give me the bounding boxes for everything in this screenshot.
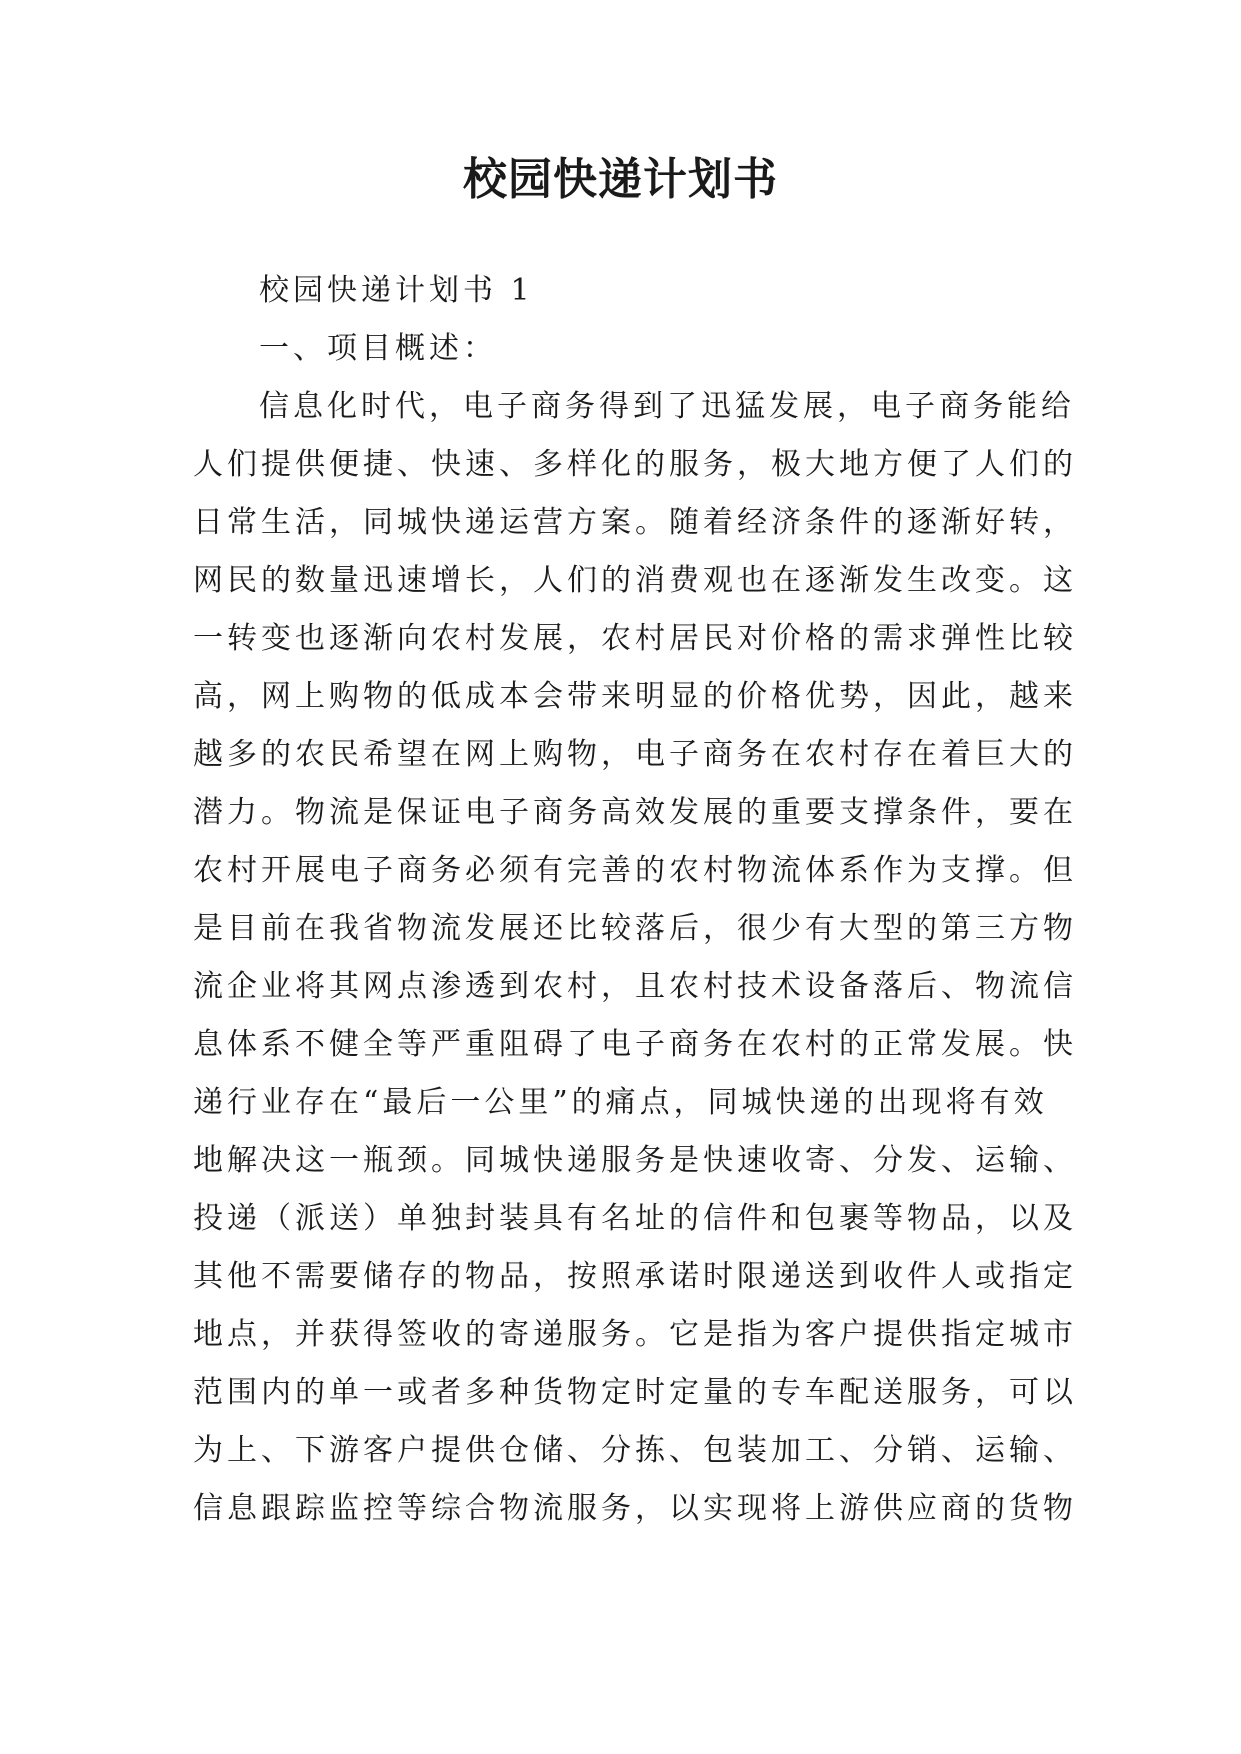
body-line: 网民的数量迅速增长，人们的消费观也在逐渐发生改变。这: [193, 563, 1077, 598]
body-line: 息体系不健全等严重阻碍了电子商务在农村的正常发展。快: [193, 1027, 1077, 1062]
body-line: 日常生活，同城快递运营方案。随着经济条件的逐渐好转，: [193, 505, 1077, 540]
document-body: [193, 262, 1077, 1538]
body-line: 农村开展电子商务必须有完善的农村物流体系作为支撑。但: [193, 853, 1077, 888]
body-line: 为上、下游客户提供仓储、分拣、包装加工、分销、运输、: [193, 1433, 1077, 1468]
body-line: 地解决这一瓶颈。同城快递服务是快速收寄、分发、运输、: [193, 1143, 1077, 1178]
body-line: 是目前在我省物流发展还比较落后，很少有大型的第三方物: [193, 911, 1077, 946]
body-line: 越多的农民希望在网上购物，电子商务在农村存在着巨大的: [193, 737, 1077, 772]
body-line: 地点，并获得签收的寄递服务。它是指为客户提供指定城市: [193, 1317, 1077, 1352]
body-line: 一、项目概述：: [259, 331, 497, 366]
body-line: 人们提供便捷、快速、多样化的服务，极大地方便了人们的: [193, 447, 1077, 482]
body-line: 高，网上购物的低成本会带来明显的价格优势，因此，越来: [193, 679, 1077, 714]
body-line: 一转变也逐渐向农村发展，农村居民对价格的需求弹性比较: [193, 621, 1077, 656]
body-line: 投递（派送）单独封装具有名址的信件和包裹等物品，以及: [193, 1201, 1077, 1236]
body-line: 潜力。物流是保证电子商务高效发展的重要支撑条件，要在: [193, 795, 1077, 830]
body-line: 其他不需要储存的物品，按照承诺时限递送到收件人或指定: [193, 1259, 1077, 1294]
body-line: 信息跟踪监控等综合物流服务，以实现将上游供应商的货物: [193, 1491, 1077, 1526]
body-line: 范围内的单一或者多种货物定时定量的专车配送服务，可以: [193, 1375, 1077, 1410]
body-line: 递行业存在“最后一公里”的痛点，同城快递的出现将有效: [193, 1085, 1048, 1120]
body-line: 校园快递计划书 1: [259, 273, 534, 308]
body-line: 信息化时代，电子商务得到了迅猛发展，电子商务能给: [259, 389, 1075, 424]
document-title: 校园快递计划书: [463, 154, 778, 205]
body-line: 流企业将其网点渗透到农村，且农村技术设备落后、物流信: [193, 969, 1077, 1004]
